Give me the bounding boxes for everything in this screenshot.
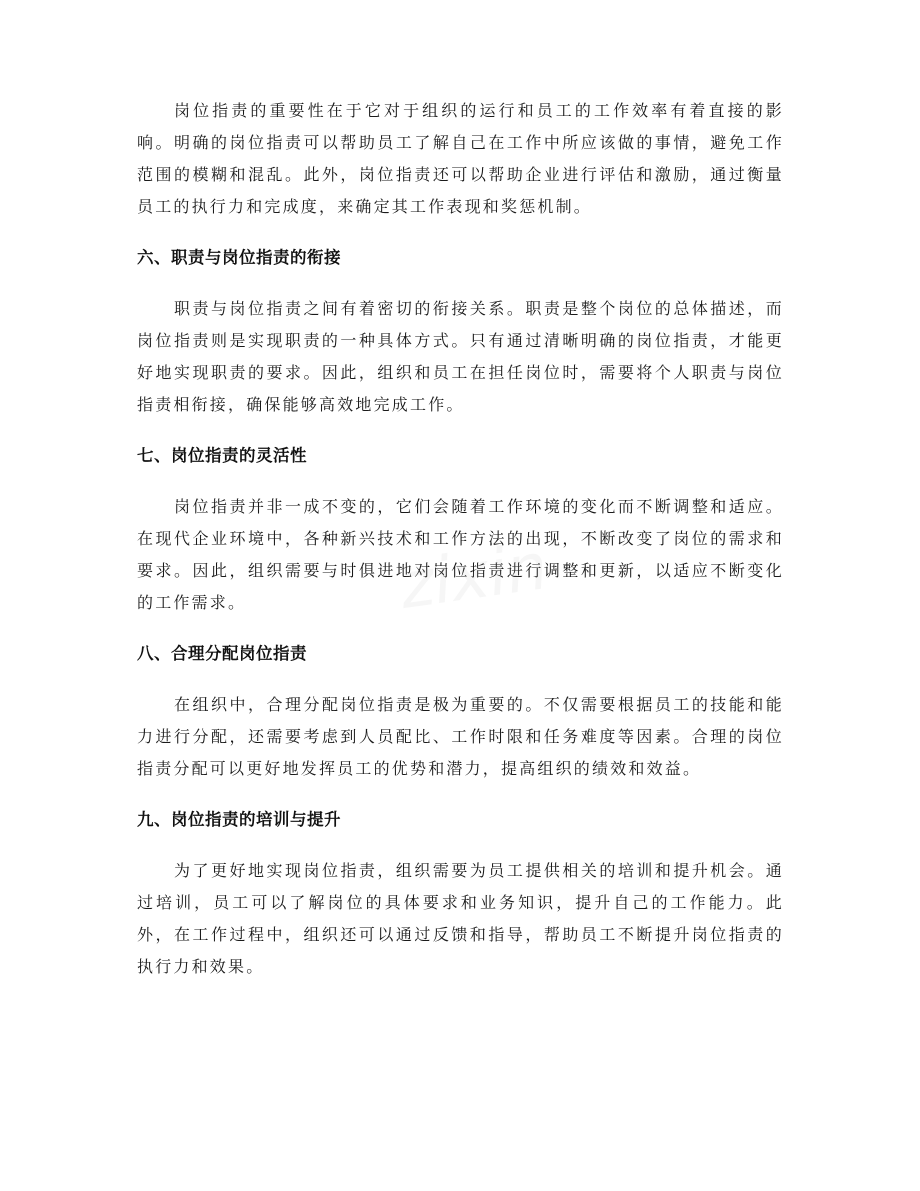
paragraph-intro: 岗位指责的重要性在于它对于组织的运行和员工的工作效率有着直接的影响。明确的岗位指责可以帮助员工了解自己在工作中所应该做的事情，避免工作范围的模糊和混乱。此外，岗位指责还可以帮助企业进行评估和激励，通过衡量员工的执行力和完成度，来确定其工作表现和奖惩机制。 bbox=[137, 101, 784, 216]
watermark: zixin bbox=[395, 530, 553, 624]
paragraph-section-8: 在组织中，合理分配岗位指责是极为重要的。不仅需要根据员工的技能和能力进行分配，还需要考虑到人员配比、工作时限和任务难度等因素。合理的岗位指责分配可以更好地发挥员工的优势和潜力，提高组织的绩效和效益。 bbox=[137, 695, 784, 778]
section-heading-8: 八、合理分配岗位指责 bbox=[137, 644, 307, 663]
section-heading-9: 九、岗位指责的培训与提升 bbox=[137, 810, 341, 829]
paragraph-section-7: 岗位指责并非一成不变的，它们会随着工作环境的变化而不断调整和适应。在现代企业环境中，各种新兴技术和工作方法的出现，不断改变了岗位的需求和要求。因此，组织需要与时俱进地对岗位指责进行调整和更新，以适应不断变化的工作需求。 bbox=[137, 497, 784, 612]
section-heading-6: 六、职责与岗位指责的衔接 bbox=[137, 248, 341, 267]
paragraph-section-6: 职责与岗位指责之间有着密切的衔接关系。职责是整个岗位的总体描述，而岗位指责则是实现职责的一种具体方式。只有通过清晰明确的岗位指责，才能更好地实现职责的要求。因此，组织和员工在担任岗位时，需要将个人职责与岗位指责相衔接，确保能够高效地完成工作。 bbox=[137, 299, 784, 414]
section-heading-7: 七、岗位指责的灵活性 bbox=[137, 446, 307, 465]
paragraph-section-9: 为了更好地实现岗位指责，组织需要为员工提供相关的培训和提升机会。通过培训，员工可以了解岗位的具体要求和业务知识，提升自己的工作能力。此外，在工作过程中，组织还可以通过反馈和指导，帮助员工不断提升岗位指责的执行力和效果。 bbox=[137, 861, 784, 976]
